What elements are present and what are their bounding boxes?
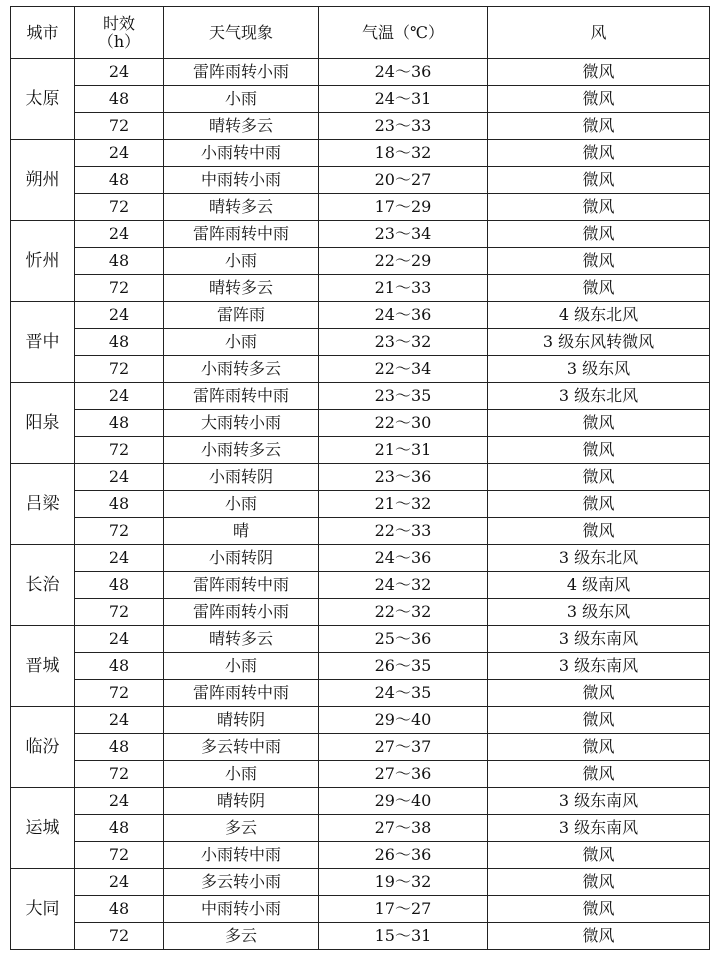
wind-cell: 微风	[488, 167, 710, 194]
wind-cell: 3 级东南风	[488, 626, 710, 653]
weather-cell: 雷阵雨转小雨	[164, 59, 319, 86]
weather-cell: 小雨转中雨	[164, 842, 319, 869]
temperature-cell: 19～32	[319, 869, 488, 896]
weather-cell: 多云转中雨	[164, 734, 319, 761]
temperature-cell: 27～36	[319, 761, 488, 788]
temperature-cell: 17～29	[319, 194, 488, 221]
city-name: 长治	[11, 545, 75, 626]
wind-cell: 微风	[488, 923, 710, 950]
temperature-cell: 26～36	[319, 842, 488, 869]
hours-cell: 72	[75, 518, 164, 545]
weather-cell: 晴转阴	[164, 707, 319, 734]
wind-cell: 微风	[488, 437, 710, 464]
table-row	[11, 788, 710, 815]
wind-cell: 微风	[488, 869, 710, 896]
weather-cell: 中雨转小雨	[164, 167, 319, 194]
hours-cell: 48	[75, 896, 164, 923]
table-row	[11, 896, 710, 923]
table-row	[11, 491, 710, 518]
wind-cell: 微风	[488, 680, 710, 707]
table-row	[11, 248, 710, 275]
table-row	[11, 815, 710, 842]
table-row	[11, 329, 710, 356]
hours-cell: 24	[75, 302, 164, 329]
hours-cell: 24	[75, 464, 164, 491]
table-row	[11, 761, 710, 788]
table-row	[11, 194, 710, 221]
hours-cell: 24	[75, 221, 164, 248]
table-row	[11, 923, 710, 950]
temperature-cell: 24～36	[319, 302, 488, 329]
hours-cell: 48	[75, 329, 164, 356]
hours-cell: 24	[75, 707, 164, 734]
header-hours: 时效 （h）	[75, 7, 164, 59]
temperature-cell: 15～31	[319, 923, 488, 950]
city-name: 忻州	[11, 221, 75, 302]
hours-cell: 72	[75, 842, 164, 869]
wind-cell: 微风	[488, 86, 710, 113]
hours-cell: 24	[75, 140, 164, 167]
weather-cell: 小雨	[164, 329, 319, 356]
wind-cell: 微风	[488, 140, 710, 167]
table-row	[11, 221, 710, 248]
table-row	[11, 680, 710, 707]
wind-cell: 3 级东风转微风	[488, 329, 710, 356]
temperature-cell: 22～32	[319, 599, 488, 626]
header-city: 城市	[11, 7, 75, 59]
hours-cell: 48	[75, 410, 164, 437]
city-name: 晋中	[11, 302, 75, 383]
hours-cell: 72	[75, 356, 164, 383]
city-name: 大同	[11, 869, 75, 950]
weather-cell: 小雨转阴	[164, 464, 319, 491]
weather-cell: 小雨转多云	[164, 437, 319, 464]
table-row	[11, 86, 710, 113]
weather-cell: 雷阵雨转中雨	[164, 680, 319, 707]
weather-cell: 晴转多云	[164, 626, 319, 653]
city-name: 临汾	[11, 707, 75, 788]
wind-cell: 3 级东南风	[488, 815, 710, 842]
city-name: 阳泉	[11, 383, 75, 464]
temperature-cell: 23～34	[319, 221, 488, 248]
hours-cell: 72	[75, 437, 164, 464]
weather-cell: 晴转多云	[164, 275, 319, 302]
temperature-cell: 23～36	[319, 464, 488, 491]
weather-cell: 小雨	[164, 653, 319, 680]
wind-cell: 4 级东北风	[488, 302, 710, 329]
hours-cell: 48	[75, 491, 164, 518]
weather-cell: 多云	[164, 923, 319, 950]
wind-cell: 3 级东风	[488, 599, 710, 626]
table-row	[11, 572, 710, 599]
wind-cell: 3 级东风	[488, 356, 710, 383]
weather-cell: 雷阵雨转中雨	[164, 221, 319, 248]
hours-cell: 72	[75, 599, 164, 626]
weather-cell: 晴转多云	[164, 113, 319, 140]
temperature-cell: 24～36	[319, 545, 488, 572]
table-row	[11, 167, 710, 194]
weather-cell: 大雨转小雨	[164, 410, 319, 437]
table-row	[11, 842, 710, 869]
weather-cell: 雷阵雨	[164, 302, 319, 329]
table-row	[11, 626, 710, 653]
hours-cell: 48	[75, 248, 164, 275]
wind-cell: 3 级东北风	[488, 383, 710, 410]
temperature-cell: 21～31	[319, 437, 488, 464]
weather-cell: 小雨	[164, 761, 319, 788]
weather-cell: 小雨	[164, 86, 319, 113]
hours-cell: 72	[75, 923, 164, 950]
temperature-cell: 25～36	[319, 626, 488, 653]
table-row	[11, 599, 710, 626]
table-row	[11, 410, 710, 437]
weather-cell: 多云	[164, 815, 319, 842]
weather-cell: 雷阵雨转中雨	[164, 572, 319, 599]
weather-cell: 晴转多云	[164, 194, 319, 221]
hours-cell: 48	[75, 815, 164, 842]
table-row	[11, 113, 710, 140]
hours-cell: 24	[75, 869, 164, 896]
hours-cell: 24	[75, 59, 164, 86]
forecast-table-container	[10, 6, 710, 950]
weather-cell: 小雨转中雨	[164, 140, 319, 167]
hours-cell: 24	[75, 626, 164, 653]
temperature-cell: 22～30	[319, 410, 488, 437]
wind-cell: 微风	[488, 275, 710, 302]
hours-cell: 72	[75, 680, 164, 707]
hours-cell: 24	[75, 788, 164, 815]
hours-cell: 72	[75, 113, 164, 140]
wind-cell: 微风	[488, 491, 710, 518]
wind-cell: 微风	[488, 113, 710, 140]
wind-cell: 3 级东南风	[488, 653, 710, 680]
temperature-cell: 22～33	[319, 518, 488, 545]
table-header	[11, 7, 710, 59]
hours-cell: 48	[75, 734, 164, 761]
wind-cell: 微风	[488, 59, 710, 86]
hours-cell: 48	[75, 653, 164, 680]
hours-cell: 48	[75, 86, 164, 113]
wind-cell: 微风	[488, 464, 710, 491]
temperature-cell: 24～36	[319, 59, 488, 86]
table-body	[11, 59, 710, 950]
table-row	[11, 707, 710, 734]
wind-cell: 微风	[488, 248, 710, 275]
wind-cell: 微风	[488, 221, 710, 248]
hours-cell: 24	[75, 545, 164, 572]
temperature-cell: 20～27	[319, 167, 488, 194]
hours-cell: 72	[75, 275, 164, 302]
temperature-cell: 23～32	[319, 329, 488, 356]
weather-cell: 小雨	[164, 491, 319, 518]
table-row	[11, 869, 710, 896]
table-row	[11, 59, 710, 86]
temperature-cell: 21～32	[319, 491, 488, 518]
hours-cell: 24	[75, 383, 164, 410]
weather-cell: 多云转小雨	[164, 869, 319, 896]
wind-cell: 微风	[488, 518, 710, 545]
table-row	[11, 437, 710, 464]
header-wind: 风	[488, 7, 710, 59]
temperature-cell: 18～32	[319, 140, 488, 167]
wind-cell: 微风	[488, 194, 710, 221]
city-name: 太原	[11, 59, 75, 140]
table-row	[11, 302, 710, 329]
temperature-cell: 27～37	[319, 734, 488, 761]
header-temp: 气温（℃）	[319, 7, 488, 59]
wind-cell: 微风	[488, 734, 710, 761]
forecast-table	[10, 6, 710, 950]
table-row	[11, 140, 710, 167]
table-row	[11, 383, 710, 410]
temperature-cell: 24～31	[319, 86, 488, 113]
temperature-cell: 23～33	[319, 113, 488, 140]
wind-cell: 3 级东北风	[488, 545, 710, 572]
table-row	[11, 518, 710, 545]
temperature-cell: 17～27	[319, 896, 488, 923]
city-name: 吕梁	[11, 464, 75, 545]
weather-cell: 雷阵雨转小雨	[164, 599, 319, 626]
temperature-cell: 21～33	[319, 275, 488, 302]
temperature-cell: 27～38	[319, 815, 488, 842]
temperature-cell: 24～35	[319, 680, 488, 707]
wind-cell: 微风	[488, 842, 710, 869]
weather-cell: 小雨	[164, 248, 319, 275]
temperature-cell: 29～40	[319, 788, 488, 815]
header-row	[11, 7, 710, 59]
header-weather: 天气现象	[164, 7, 319, 59]
wind-cell: 微风	[488, 896, 710, 923]
city-name: 朔州	[11, 140, 75, 221]
wind-cell: 3 级东南风	[488, 788, 710, 815]
temperature-cell: 22～29	[319, 248, 488, 275]
table-row	[11, 275, 710, 302]
temperature-cell: 29～40	[319, 707, 488, 734]
table-row	[11, 545, 710, 572]
weather-cell: 中雨转小雨	[164, 896, 319, 923]
table-row	[11, 464, 710, 491]
wind-cell: 4 级南风	[488, 572, 710, 599]
wind-cell: 微风	[488, 707, 710, 734]
city-name: 运城	[11, 788, 75, 869]
temperature-cell: 24～32	[319, 572, 488, 599]
temperature-cell: 22～34	[319, 356, 488, 383]
hours-cell: 48	[75, 167, 164, 194]
table-row	[11, 356, 710, 383]
weather-cell: 小雨转阴	[164, 545, 319, 572]
temperature-cell: 23～35	[319, 383, 488, 410]
weather-cell: 雷阵雨转中雨	[164, 383, 319, 410]
hours-cell: 72	[75, 194, 164, 221]
wind-cell: 微风	[488, 761, 710, 788]
weather-cell: 小雨转多云	[164, 356, 319, 383]
table-row	[11, 734, 710, 761]
city-name: 晋城	[11, 626, 75, 707]
hours-cell: 72	[75, 761, 164, 788]
wind-cell: 微风	[488, 410, 710, 437]
weather-cell: 晴转阴	[164, 788, 319, 815]
weather-cell: 晴	[164, 518, 319, 545]
hours-cell: 48	[75, 572, 164, 599]
temperature-cell: 26～35	[319, 653, 488, 680]
table-row	[11, 653, 710, 680]
